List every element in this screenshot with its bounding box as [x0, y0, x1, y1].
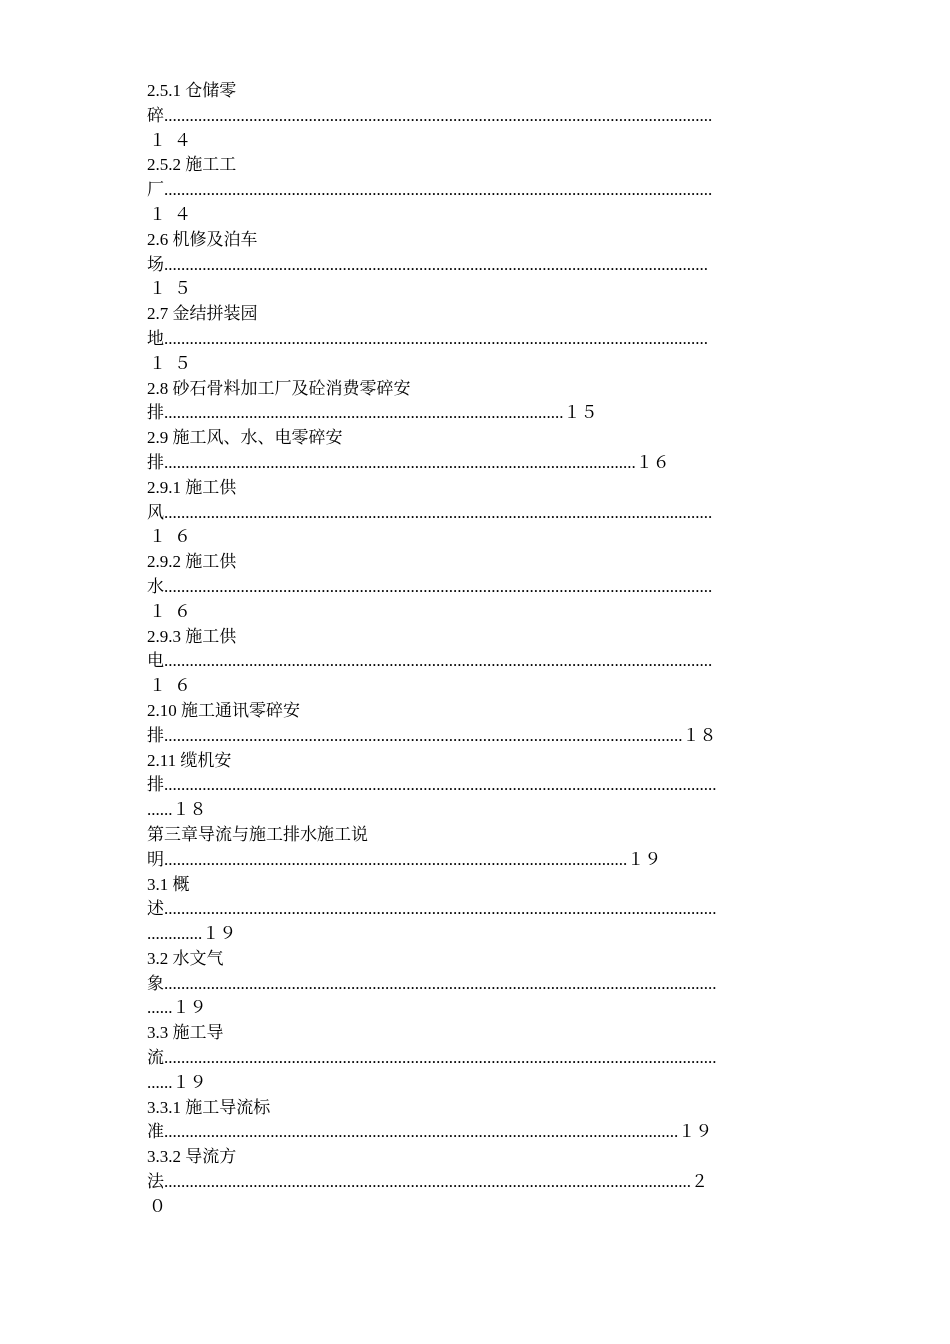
toc-line: 法............................................................................................................................２: [147, 1172, 708, 1192]
toc-line: 象..................................................................................................................................: [147, 973, 717, 993]
toc-line: 地................................................................................................................................: [147, 328, 708, 348]
toc-line: 明.............................................................................................................１９: [147, 849, 662, 869]
toc-page-number: １４: [149, 130, 199, 150]
toc-page-number: １６: [149, 676, 199, 696]
toc-line: 排...............................................................................................................１６: [147, 452, 670, 472]
toc-line: 厂.................................................................................................................................: [147, 180, 713, 200]
toc-page-number: １６: [149, 601, 199, 621]
toc-line: 3.3.2 导流方: [147, 1147, 237, 1167]
toc-line: 电.................................................................................................................................: [147, 651, 713, 671]
toc-line: .............１９: [147, 924, 237, 944]
toc-page-number: １５: [149, 279, 199, 299]
toc-page-number: １５: [149, 353, 199, 373]
toc-line: 3.1 概: [147, 874, 190, 894]
toc-line: 2.6 机修及泊车: [147, 229, 258, 249]
toc-page: [147, 79, 807, 1220]
toc-line: 3.2 水文气: [147, 948, 224, 968]
toc-line: 2.11 缆机安: [147, 750, 232, 770]
toc-line: ......１９: [147, 998, 207, 1018]
toc-page-number: ０: [149, 1196, 174, 1216]
toc-line: 2.5.1 仓储零: [147, 81, 237, 100]
toc-line: 2.9.1 施工供: [147, 477, 237, 497]
toc-line: 排..................................................................................................................................: [147, 775, 717, 795]
toc-line: 2.9 施工风、水、电零碎安: [147, 428, 343, 448]
toc-line: 风.................................................................................................................................: [147, 502, 713, 522]
toc-line: ......１９: [147, 1072, 207, 1092]
toc-line: 第三章导流与施工排水施工说: [147, 824, 368, 844]
toc-line: 2.8 砂石骨料加工厂及砼消费零碎安: [147, 378, 411, 398]
toc-line: 流..................................................................................................................................: [147, 1048, 717, 1068]
toc-line: 碎.................................................................................................................................: [147, 105, 713, 125]
toc-line: ......１８: [147, 800, 207, 820]
toc-line: 2.5.2 施工工: [147, 155, 237, 175]
toc-page-number: １４: [149, 204, 199, 224]
toc-line: 3.3 施工导: [147, 1023, 224, 1043]
toc-page-number: １６: [149, 527, 199, 547]
toc-line: 述..................................................................................................................................: [147, 899, 717, 919]
toc-line: 排..........................................................................................................................１８: [147, 725, 717, 745]
toc-line: 排..............................................................................................１５: [147, 403, 598, 423]
toc-line: 2.10 施工通讯零碎安: [147, 700, 300, 720]
toc-line: 准.........................................................................................................................１９: [147, 1122, 713, 1142]
toc-line: 场................................................................................................................................: [147, 254, 708, 274]
toc-line: 水.................................................................................................................................: [147, 576, 713, 596]
toc-line: 3.3.1 施工导流标: [147, 1097, 271, 1117]
toc-line: 2.9.3 施工供: [147, 626, 237, 646]
toc-line: 2.7 金结拼装园: [147, 304, 258, 324]
toc-line: 2.9.2 施工供: [147, 552, 237, 572]
